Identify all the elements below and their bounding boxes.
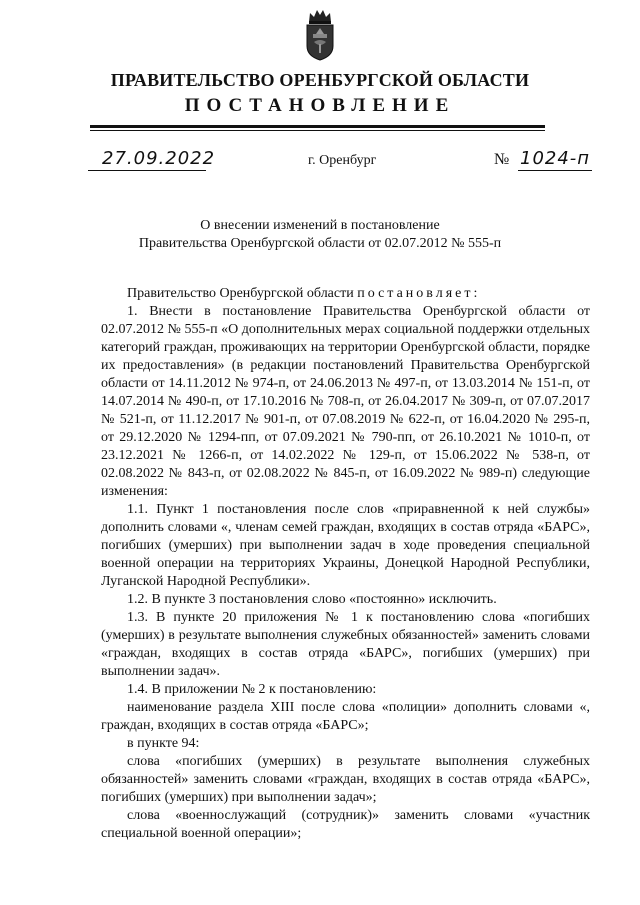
header-rule-thin (90, 130, 545, 131)
intro-verb: постановляет (357, 286, 474, 301)
document-subject (0, 217, 640, 253)
document-city: г. Оренбург (308, 153, 377, 168)
body-intro (101, 285, 590, 303)
document-body (101, 285, 590, 843)
handwritten-number: 1024-п (520, 148, 591, 169)
paragraph-1-1: 1.1. Пункт 1 постановления после слов «приравненной к ней службы» дополнить словами «, членам семей граждан, входящих в состав отряда «БАРС», погибших (умерших) при выполнении задач в ходе проведения специальной военной операции на территориях Украины, Донецкой Народной Республики, Луганской Народной Республики». (101, 502, 590, 589)
paragraph-1-4-a: наименование раздела XIII после слова «полиции» дополнить словами «, граждан, входящих в состав отряда «БАРС»; (101, 700, 590, 733)
paragraph-1-3: 1.3. В пункте 20 приложения № 1 к постановлению слова «погибших (умерших) в результате выполнения служебных обязанностей» заменить словами «граждан, входящих в состав отряда «БАРС», погибших (умерших) при выполнении задач». (101, 610, 590, 679)
orenburg-coat-of-arms-icon (300, 8, 340, 62)
number-sign: № (494, 151, 510, 168)
handwritten-date: 27.09.2022 (102, 148, 216, 169)
document-type-title: ПОСТАНОВЛЕНИЕ (184, 95, 456, 116)
header-rule-thick (90, 125, 545, 128)
subject-line: О внесении изменений в постановление (200, 218, 440, 233)
organization-title: ПРАВИТЕЛЬСТВО ОРЕНБУРГСКОЙ ОБЛАСТИ (110, 70, 530, 90)
paragraph-1: 1. Внести в постановление Правительства Оренбургской области от 02.07.2012 № 555-п «О дополнительных мерах социальной поддержки отдельных категорий граждан, проживающих на территории Оренбургской области, порядке их предоставления» (в редакции постановлений Правительства Оренбургской области от 14.11.2012 № 974-п, от 24.06.2013 № 497-п, от 13.03.2014 № 151-п, от 14.07.2014 № 490-п, от 17.10.2016 № 708-п, от 26.04.2017 № 309-п, от 07.07.2017 № 521-п, от 11.12.2017 № 901-п, от 07.08.2019 № 622-п, от 16.04.2020 № 295-п, от 29.12.2020 № 1294-пп, от 07.09.2021 № 790-пп, от 26.10.2021 № 1010-п, от 23.12.2021 № 1266-п, от 14.02.2022 № 129-п, от 15.06.2022 № 538-п, от 02.08.2022 № 843-п, от 02.08.2022 № 845-п, от 16.09.2022 № 989-п) следующие изменения: (101, 304, 590, 499)
paragraph-1-4-d: слова «военнослужащий (сотрудник)» заменить словами «участник специальной военной операции»; (101, 808, 590, 841)
paragraph-1-4-c: слова «погибших (умерших) в результате выполнения служебных обязанностей» заменить словами «граждан, входящих в состав отряда «БАРС», погибших (умерших) при выполнении задач»; (101, 754, 590, 805)
number-underline (518, 170, 592, 171)
date-underline (88, 170, 206, 171)
intro-end: : (473, 286, 478, 301)
paragraph-1-4: 1.4. В приложении № 2 к постановлению: (127, 682, 377, 697)
paragraph-1-2: 1.2. В пункте 3 постановления слово «постоянно» исключить. (127, 592, 497, 607)
intro-lead: Правительство Оренбургской области (127, 286, 358, 301)
subject-line: Правительства Оренбургской области от 02.07.2012 № 555-п (138, 236, 502, 251)
paragraph-1-4-b: в пункте 94: (127, 736, 200, 751)
